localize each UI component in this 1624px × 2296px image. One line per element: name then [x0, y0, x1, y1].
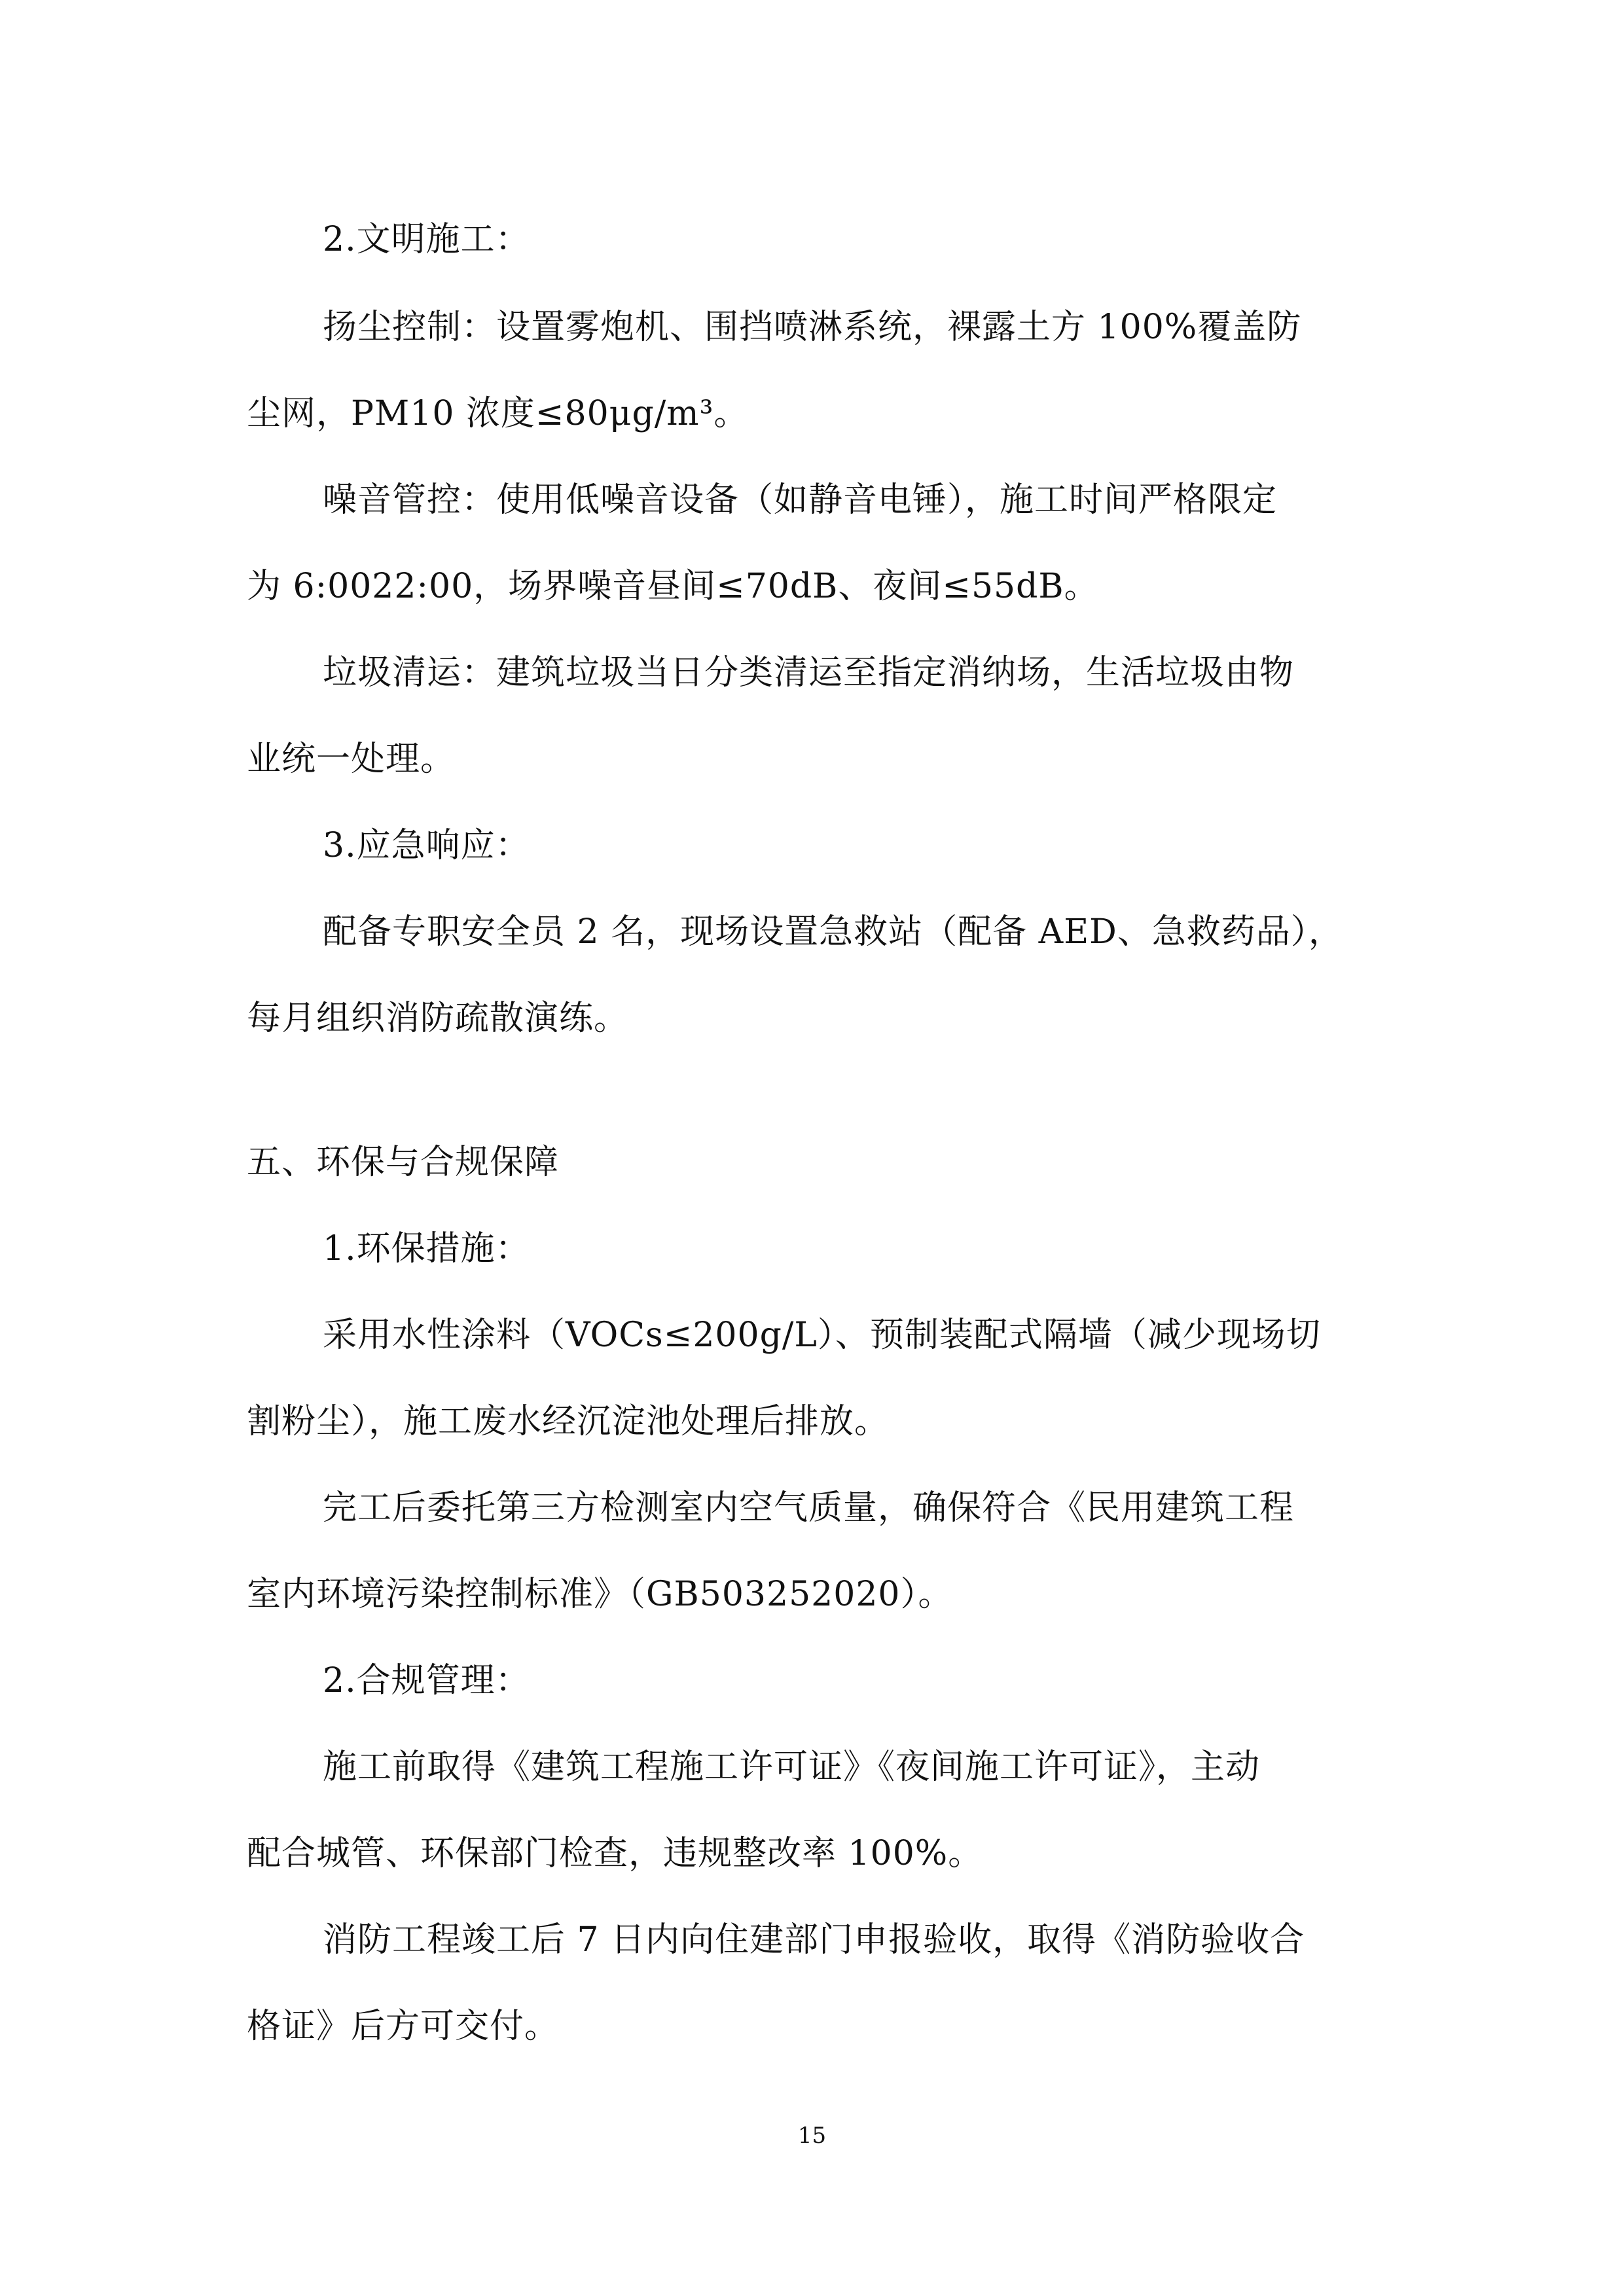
- paragraph-permits-line1: 施工前取得《建筑工程施工许可证》《夜间施工许可证》，主动: [323, 1748, 1261, 1787]
- subsection-heading-civilized-construction: 2.文明施工：: [323, 220, 530, 259]
- section-title-environmental-compliance: 五、环保与合规保障: [247, 1143, 560, 1182]
- paragraph-eco-materials-line2: 割粉尘），施工废水经沉淀池处理后排放。: [247, 1402, 890, 1441]
- paragraph-noise-control-line2: 为 6:0022:00，场界噪音昼间≤70dB、夜间≤55dB。: [247, 567, 1099, 606]
- page-number: 15: [797, 2123, 827, 2149]
- paragraph-emergency-line1: 配备专职安全员 2 名，现场设置急救站（配备 AED、急救药品），: [323, 912, 1343, 952]
- paragraph-fire-acceptance-line2: 格证》后方可交付。: [247, 2007, 560, 2046]
- paragraph-dust-control-line1: 扬尘控制：设置雾炮机、围挡喷淋系统，裸露土方 100%覆盖防: [323, 308, 1302, 347]
- paragraph-air-quality-line1: 完工后委托第三方检测室内空气质量，确保符合《民用建筑工程: [323, 1488, 1295, 1528]
- paragraph-permits-line2: 配合城管、环保部门检查，违规整改率 100%。: [247, 1834, 983, 1873]
- paragraph-emergency-line2: 每月组织消防疏散演练。: [247, 999, 629, 1038]
- paragraph-eco-materials-line1: 采用水性涂料（VOCs≤200g/L）、预制装配式隔墙（减少现场切: [323, 1316, 1321, 1355]
- paragraph-waste-removal-line2: 业统一处理。: [247, 740, 456, 779]
- subsection-heading-environmental-measures: 1.环保措施：: [323, 1229, 530, 1268]
- paragraph-dust-control-line2: 尘网，PM10 浓度≤80μg/m³。: [247, 394, 749, 433]
- paragraph-air-quality-line2: 室内环境污染控制标准》（GB503252020）。: [247, 1575, 953, 1614]
- subsection-heading-compliance-management: 2.合规管理：: [323, 1661, 530, 1700]
- subsection-heading-emergency-response: 3.应急响应：: [323, 826, 530, 865]
- paragraph-fire-acceptance-line1: 消防工程竣工后 7 日内向住建部门申报验收，取得《消防验收合: [323, 1920, 1305, 1960]
- paragraph-noise-control-line1: 噪音管控：使用低噪音设备（如静音电锤），施工时间严格限定: [323, 480, 1278, 520]
- paragraph-waste-removal-line1: 垃圾清运：建筑垃圾当日分类清运至指定消纳场，生活垃圾由物: [323, 653, 1295, 692]
